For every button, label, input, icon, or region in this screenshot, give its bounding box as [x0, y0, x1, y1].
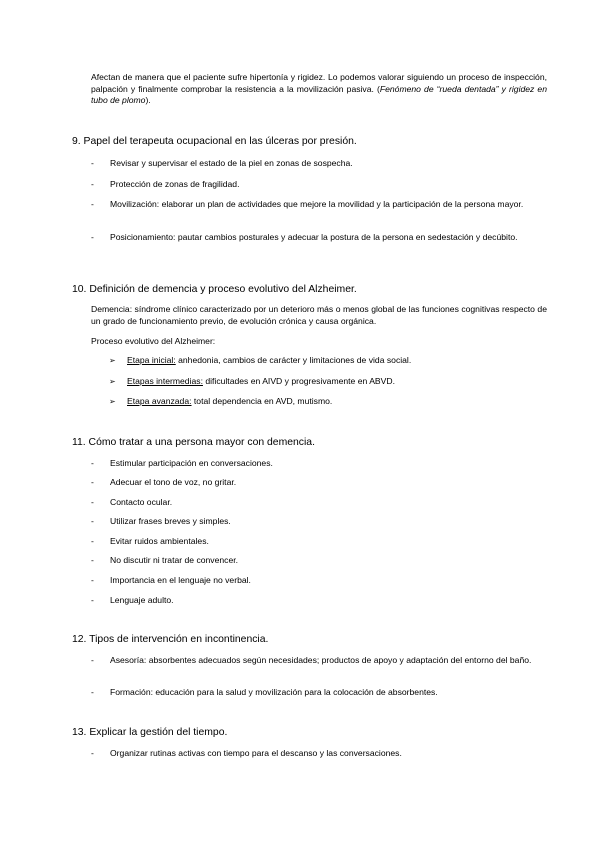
intro-italic: Fenómeno de “rueda dentada” y rigidez en tubo de plomo — [91, 83, 547, 106]
list-item — [91, 458, 547, 470]
section-10-heading: 10. Definición de demencia y proceso evolutivo del Alzheimer. — [72, 284, 357, 295]
list-item-text: Revisar y supervisar el estado de la piel en zonas de sospecha. — [110, 158, 353, 168]
list-item — [91, 179, 547, 191]
dash-bullet: - — [91, 497, 94, 507]
list-item-text: Lenguaje adulto. — [110, 595, 174, 605]
list-item — [91, 555, 547, 567]
dash-bullet: - — [91, 595, 94, 605]
list-item-text: Estimular participación en conversaciones. — [110, 458, 273, 468]
dash-bullet: - — [91, 687, 94, 697]
dash-bullet: - — [91, 655, 94, 665]
list-item-text: Asesoría: absorbentes adecuados según necesidades; productos de apoyo y adaptación del entorno del baño. — [110, 655, 532, 665]
intro-text: Afectan de manera que el paciente sufre hipertonía y rigidez. Lo podemos valorar siguiendo un proceso de inspección, palpación y finalmente comprobar la resistencia a la movilización pasiva. ( — [91, 72, 547, 94]
list-item — [91, 575, 547, 587]
process-label: Proceso evolutivo del Alzheimer: — [91, 336, 216, 346]
list-item-text: Contacto ocular. — [110, 497, 173, 507]
stage-name: Etapa avanzada: — [127, 396, 192, 406]
arrow-bullet-icon: ➢ — [109, 356, 116, 365]
dash-bullet: - — [91, 516, 94, 526]
list-item — [91, 516, 547, 528]
dash-bullet: - — [91, 748, 94, 758]
list-item — [91, 748, 547, 760]
list-item — [91, 595, 547, 607]
list-item — [91, 687, 547, 699]
list-item-text: Organizar rutinas activas con tiempo para el descanso y las conversaciones. — [110, 748, 402, 758]
dash-bullet: - — [91, 199, 94, 209]
list-item-text: Adecuar el tono de voz, no gritar. — [110, 477, 237, 487]
list-item-text: Posicionamiento: pautar cambios posturales y adecuar la postura de la persona en sedestación y decúbito. — [110, 232, 518, 242]
list-item — [91, 199, 547, 211]
stage-name: Etapas intermedias: — [127, 376, 203, 386]
list-item — [91, 158, 547, 170]
dash-bullet: - — [91, 158, 94, 168]
dash-bullet: - — [91, 477, 94, 487]
section-13-heading: 13. Explicar la gestión del tiempo. — [72, 727, 228, 738]
list-item — [91, 477, 547, 489]
dash-bullet: - — [91, 232, 94, 242]
intro-end: ). — [145, 95, 151, 106]
dash-bullet: - — [91, 179, 94, 189]
dash-bullet: - — [91, 575, 94, 585]
list-item-text: Formación: educación para la salud y movilización para la colocación de absorbentes. — [110, 687, 438, 697]
list-item-text: Evitar ruidos ambientales. — [110, 536, 209, 546]
list-item-text: Importancia en el lenguaje no verbal. — [110, 575, 251, 585]
stage-name: Etapa inicial: — [127, 355, 176, 365]
list-item — [91, 232, 547, 244]
stage-item — [109, 376, 395, 388]
section-11-heading: 11. Cómo tratar a una persona mayor con demencia. — [72, 437, 315, 448]
intro-paragraph — [91, 72, 547, 107]
stage-desc: total dependencia en AVD, mutismo. — [191, 396, 333, 406]
stage-desc: dificultades en AIVD y progresivamente en ABVD. — [202, 376, 395, 386]
arrow-bullet-icon: ➢ — [109, 377, 116, 386]
dash-bullet: - — [91, 555, 94, 565]
stage-item — [109, 355, 411, 367]
dash-bullet: - — [91, 536, 94, 546]
arrow-bullet-icon: ➢ — [109, 397, 116, 406]
dementia-definition: Demencia: síndrome clínico caracterizado por un deterioro más o menos global de las funciones cognitivas respecto de un grado de funcionamiento previo, de evolución crónica y causa orgánica. — [91, 304, 547, 326]
section-9-heading: 9. Papel del terapeuta ocupacional en las úlceras por presión. — [72, 136, 357, 147]
list-item-text: Movilización: elaborar un plan de actividades que mejore la movilidad y la participación de la persona mayor. — [110, 199, 524, 209]
list-item-text: Utilizar frases breves y simples. — [110, 516, 231, 526]
stage-item — [109, 396, 332, 408]
list-item — [91, 536, 547, 548]
list-item-text: No discutir ni tratar de convencer. — [110, 555, 239, 565]
stage-desc: anhedonia, cambios de carácter y limitaciones de vida social. — [175, 355, 412, 365]
list-item — [91, 497, 547, 509]
list-item-text: Protección de zonas de fragilidad. — [110, 179, 240, 189]
list-item — [91, 655, 547, 667]
dash-bullet: - — [91, 458, 94, 468]
section-12-heading: 12. Tipos de intervención en incontinencia. — [72, 634, 269, 645]
